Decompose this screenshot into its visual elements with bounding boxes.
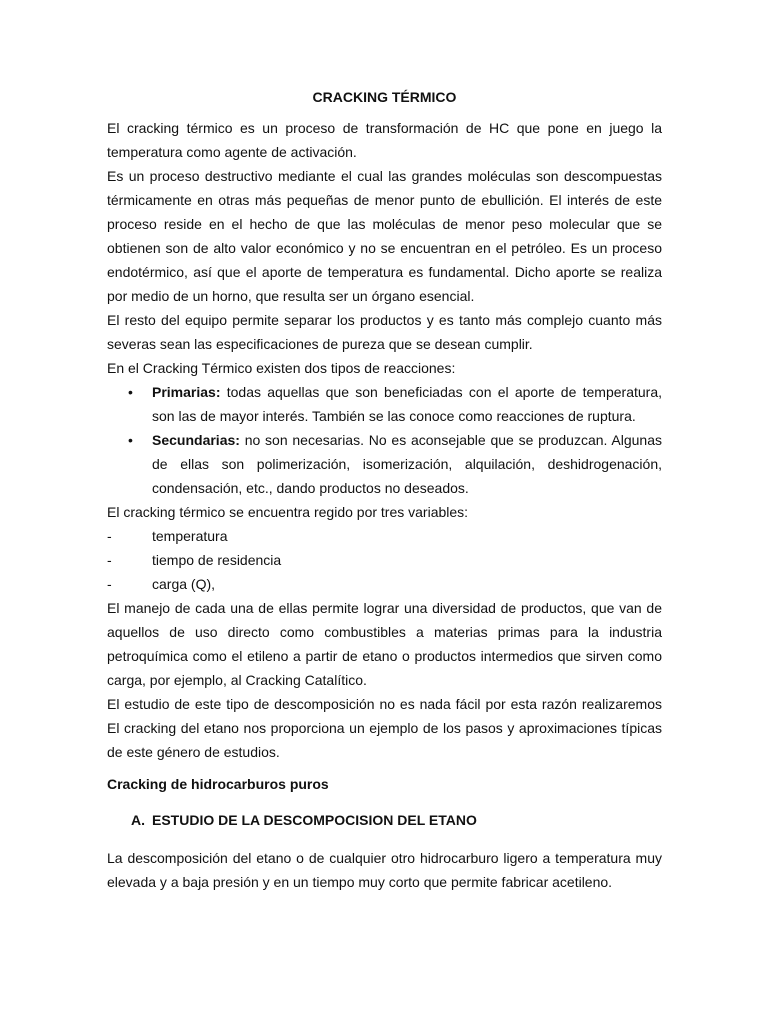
variable-label: tiempo de residencia — [152, 552, 282, 568]
variables-intro: El cracking térmico se encuentra regido por tres variables: — [107, 504, 469, 520]
reaction-term: Primarias: — [152, 384, 221, 400]
list-item — [107, 428, 662, 500]
list-item — [107, 380, 662, 428]
section-letter: A. — [131, 812, 145, 828]
closing-paragraph-2: El estudio de este tipo de descomposición no es nada fácil por esta razón realizaremos El cracking del etano nos proporciona un ejemplo de los pasos y aproximaciones típicas de este género de estudios. — [107, 696, 662, 760]
bullet-icon: • — [128, 384, 133, 400]
document-title: CRACKING TÉRMICO — [312, 89, 457, 105]
intro-paragraph-4: En el Cracking Térmico existen dos tipos de reacciones: — [107, 360, 456, 376]
intro-paragraph-2: Es un proceso destructivo mediante el cual las grandes moléculas son descompuestas térmicamente en otras más pequeñas de menor punto de ebullición. El interés de este proceso reside en el hecho de que las moléculas de menor peso molecular que se obtienen son de alto valor económico y no se encuentran en el petróleo. Es un proceso endotérmico, así que el aporte de temperatura es fundamental. Dicho aporte se realiza por medio de un horno, que resulta ser un órgano esencial. — [107, 168, 662, 304]
variable-label: carga (Q), — [152, 576, 216, 592]
intro-paragraph-3: El resto del equipo permite separar los productos y es tanto más complejo cuanto más severas sean las especificaciones de pureza que se desean cumplir. — [107, 312, 662, 352]
list-item — [107, 548, 662, 572]
closing-paragraph-1: El manejo de cada una de ellas permite lograr una diversidad de productos, que van de aquellos de uso directo como combustibles a materias primas para la industria petroquímica como el etileno a partir de etano o productos intermedios que sirven como carga, por ejemplo, al Cracking Catalítico. — [107, 600, 662, 688]
final-paragraph: La descomposición del etano o de cualquier otro hidrocarburo ligero a temperatura muy elevada y a baja presión y en un tiempo muy corto que permite fabricar acetileno. — [107, 850, 662, 890]
section-title: ESTUDIO DE LA DESCOMPOCISION DEL ETANO — [152, 812, 477, 828]
dash-icon: - — [107, 552, 112, 568]
reaction-term: Secundarias: — [152, 432, 240, 448]
dash-icon: - — [107, 528, 112, 544]
variables-list — [107, 524, 662, 596]
list-item — [107, 524, 662, 548]
reaction-description: no son necesarias. No es aconsejable que se produzcan. Algunas de ellas son polimerización, isomerización, alquilación, deshidrogenación, condensación, etc., dando productos no deseados. — [152, 432, 662, 496]
list-item — [107, 572, 662, 596]
dash-icon: - — [107, 576, 112, 592]
reaction-description: todas aquellas que son beneficiadas con el aporte de temperatura, son las de mayor interés. También se las conoce como reacciones de ruptura. — [152, 384, 662, 424]
reaction-types-list — [107, 380, 662, 500]
intro-paragraph-1: El cracking térmico es un proceso de transformación de HC que pone en juego la temperatura como agente de activación. — [107, 120, 662, 160]
document-body — [107, 116, 662, 764]
bullet-icon: • — [128, 432, 133, 448]
subheading: Cracking de hidrocarburos puros — [107, 776, 329, 792]
section-heading — [131, 808, 477, 832]
variable-label: temperatura — [152, 528, 228, 544]
